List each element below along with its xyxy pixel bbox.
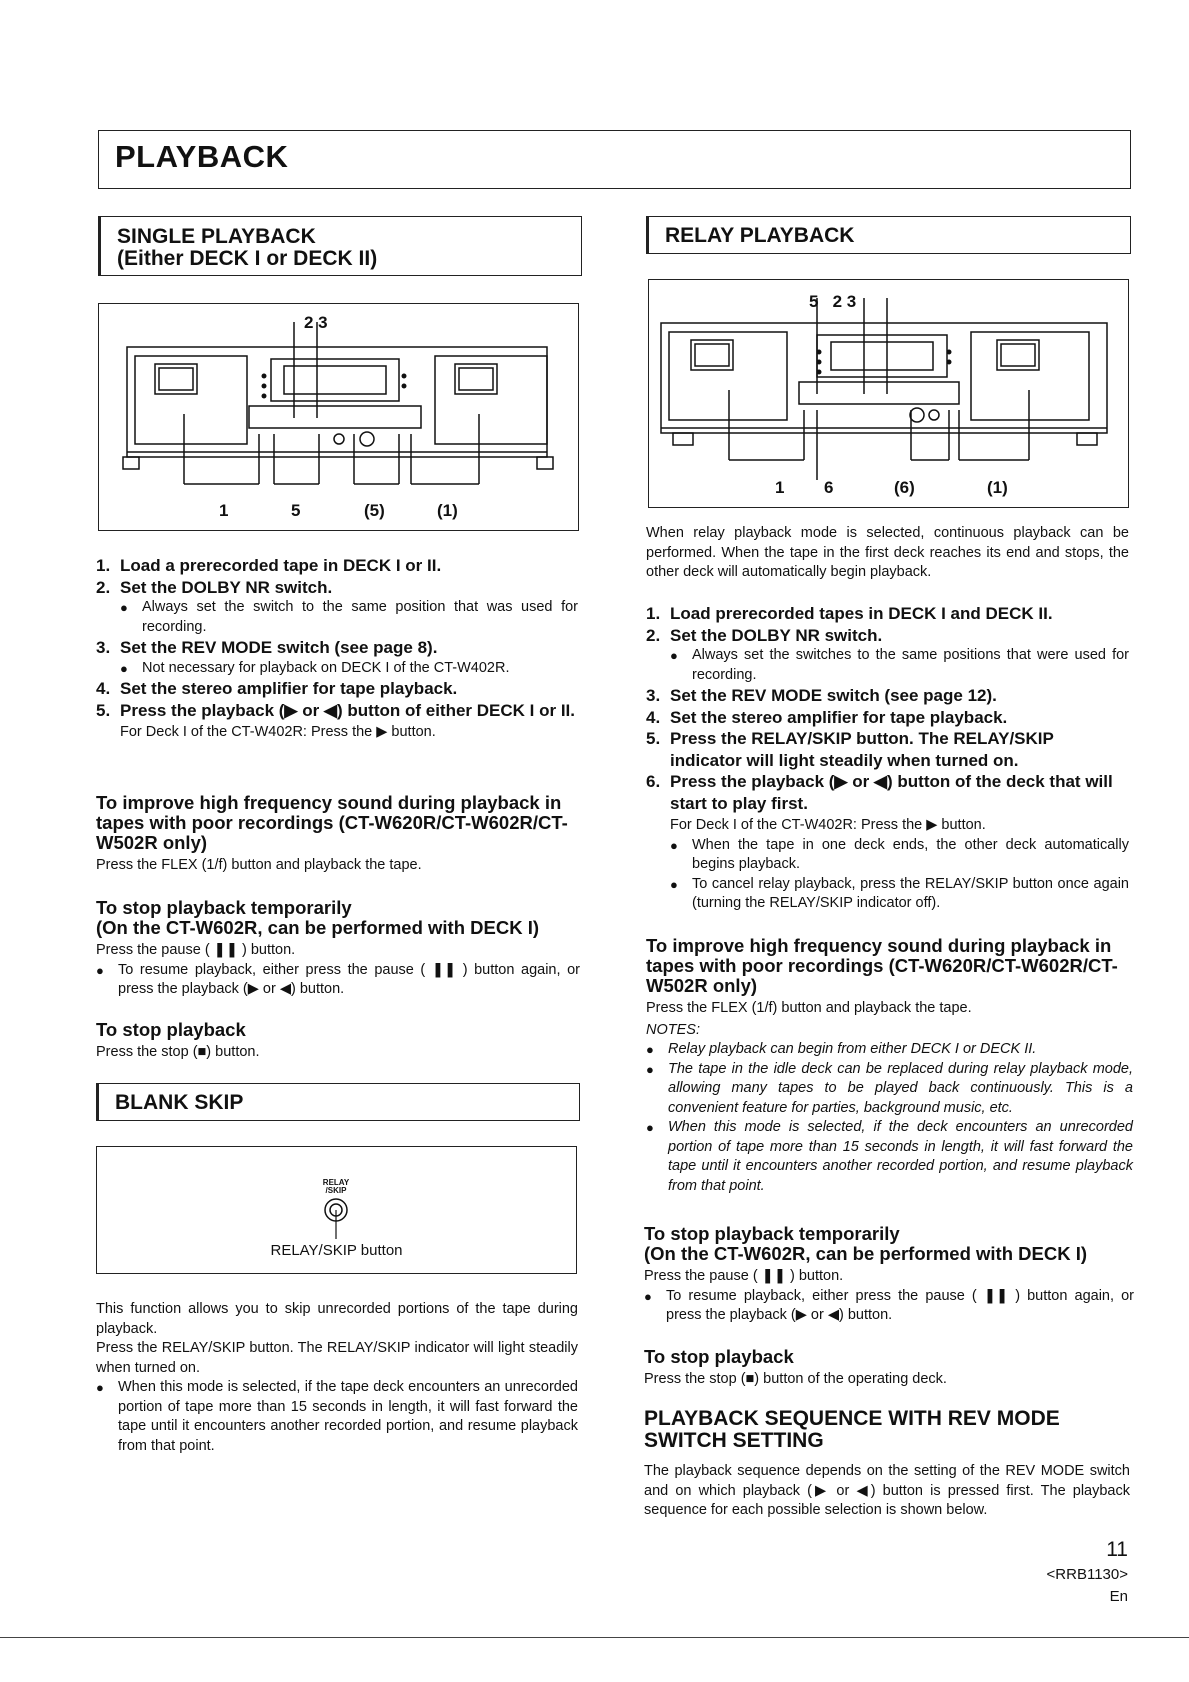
blank-skip-title: BLANK SKIP <box>115 1091 244 1114</box>
single-step-5: 5. Press the playback (▶ or ◀) button of either DECK I or II. <box>96 700 575 720</box>
single-pause-section <box>96 898 580 1000</box>
single-fig-label-2: 5 <box>291 501 301 520</box>
blank-text-2: Press the RELAY/SKIP button. The RELAY/SKIP indicator will light steadily when turned on. <box>96 1340 578 1376</box>
relay-step-3: 3. Set the REV MODE switch (see page 12). <box>646 686 997 705</box>
relay-stop-title: To stop playback <box>644 1346 794 1367</box>
single-pause-title-1: To stop playback temporarily <box>96 897 352 918</box>
single-stop-text: Press the stop (■) button. <box>96 1044 260 1060</box>
relay-stop-text: Press the stop (■) button of the operating deck. <box>644 1371 947 1387</box>
relay-intro <box>646 524 1129 583</box>
relay-flex-title: To improve high frequency sound during playback in tapes with poor recordings (CT-W620R/CT-W602R/CT-W502R only) <box>646 935 1118 996</box>
single-fig-top-label: 2 3 <box>304 313 328 332</box>
single-step-4: 4. Set the stereo amplifier for tape playback. <box>96 679 458 698</box>
single-deck-figure <box>98 303 579 531</box>
single-step-3: 3. Set the REV MODE switch (see page 8). <box>96 638 438 657</box>
relay-step-6: 6. Press the playback (▶ or ◀) button of the deck that will start to play first. <box>646 772 1113 813</box>
relay-fig-top-label: 5 2 3 <box>809 292 857 311</box>
relay-step-2: 2. Set the DOLBY NR switch. <box>646 625 883 645</box>
playback-sequence-body <box>644 1462 1130 1521</box>
relay-pause-section <box>644 1224 1134 1326</box>
relay-note-2: ● The tape in the idle deck can be replaced during relay playback mode, allowing many tapes to be played back continuously. This is a convenient feature for parties, background music, etc. <box>646 1060 1133 1116</box>
relay-step-1: 1. Load prerecorded tapes in DECK I and DECK II. <box>646 604 1053 623</box>
blank-skip-header <box>96 1083 580 1121</box>
relay-pause-text: Press the pause ( ❚❚ ) button. <box>644 1268 844 1284</box>
single-flex-section <box>96 793 580 876</box>
single-step-2: 2. Set the DOLBY NR switch. <box>96 577 333 597</box>
single-step-3-sub: ● Not necessary for playback on DECK I of the CT-W402R. <box>120 659 510 676</box>
relay-fig-label-2: 6 <box>824 478 834 497</box>
relay-note-1: ● Relay playback can begin from either DECK I or DECK II. <box>646 1041 1037 1057</box>
relay-pause-bullet: ● To resume playback, either press the pause ( ❚❚ ) button again, or press the playback (▶ or ◀) button. <box>644 1287 1134 1323</box>
blank-skip-text <box>96 1300 578 1456</box>
playback-sequence-text: The playback sequence depends on the setting of the REV MODE switch and on which playback (▶ or ◀) button is pressed first. The playback sequence for each possible selection is shown below. <box>644 1463 1130 1518</box>
single-pause-text: Press the pause ( ❚❚ ) button. <box>96 942 296 958</box>
relay-cassette-deck-illustration <box>649 280 1128 507</box>
relay-title: RELAY PLAYBACK <box>665 224 855 247</box>
language-code: En <box>1109 1588 1128 1605</box>
relay-step-2-sub: ● Always set the switches to the same positions that were used for recording. <box>670 647 1129 683</box>
single-fig-label-3: (5) <box>364 501 385 520</box>
relay-intro-text: When relay playback mode is selected, continuous playback can be performed. When the tape in the first deck reaches its end and stops, the other deck will automatically begin playback. <box>646 525 1129 580</box>
relay-stop-section <box>644 1347 1134 1390</box>
cassette-deck-illustration <box>99 304 578 530</box>
relay-step-6-note: For Deck I of the CT-W402R: Press the ▶ button. <box>670 817 986 833</box>
relay-label-bottom: /SKIP <box>325 1186 347 1195</box>
relay-deck-figure <box>648 279 1129 508</box>
single-step-1: 1. Load a prerecorded tape in DECK I or II. <box>96 556 442 575</box>
single-playback-header <box>98 216 582 276</box>
relay-pause-title-2: (On the CT-W602R, can be performed with DECK I) <box>644 1243 1088 1264</box>
doc-code: <RRB1130> <box>1046 1566 1128 1583</box>
single-stop-title: To stop playback <box>96 1019 246 1040</box>
relay-fig-label-1: 1 <box>775 478 785 497</box>
relay-step-6-sub-2: ● To cancel relay playback, press the RELAY/SKIP button once again (turning the RELAY/SKIP indicator off). <box>670 875 1129 911</box>
page-title: PLAYBACK <box>115 139 289 174</box>
relay-flex-section <box>646 936 1133 1196</box>
relay-playback-header <box>646 216 1131 254</box>
relay-step-4: 4. Set the stereo amplifier for tape playback. <box>646 707 1008 727</box>
playback-sequence-section <box>644 1408 1084 1452</box>
relay-label-top: RELAY <box>322 1178 350 1187</box>
relay-flex-text: Press the FLEX (1/f) button and playback the tape. <box>646 1000 972 1016</box>
relay-fig-label-4: (1) <box>987 478 1008 497</box>
blank-bullet: ● When this mode is selected, if the tape deck encounters an unrecorded portion of tape more than 15 seconds in length, it will fast forward the tape until it encounters another recorded portion, and resume playback from that point. <box>96 1379 578 1454</box>
page-title-box <box>98 130 1131 189</box>
relay-notes-label: NOTES: <box>646 1021 700 1038</box>
relay-fig-label-3: (6) <box>894 478 915 497</box>
relay-step-6-sub-1: ● When the tape in one deck ends, the other deck automatically begins playback. <box>670 836 1129 872</box>
single-step-2-sub: ● Always set the switch to the same position that was used for recording. <box>120 599 578 635</box>
single-pause-title-2: (On the CT-W602R, can be performed with DECK I) <box>96 917 540 938</box>
single-step-5-note: For Deck I of the CT-W402R: Press the ▶ button. <box>120 724 436 740</box>
relay-steps <box>646 603 1129 914</box>
relay-note-3: ● When this mode is selected, if the deck encounters an unrecorded portion of tape more than 15 seconds in length, it will fast forward the tape until it encounters another recorded portion, and resume playback from that point. <box>646 1119 1133 1194</box>
single-fig-label-4: (1) <box>437 501 458 520</box>
single-title-2: (Either DECK I or DECK II) <box>117 247 378 270</box>
footer-rule <box>0 1637 1189 1638</box>
page-number: 11 <box>1106 1538 1128 1561</box>
blank-skip-figure <box>96 1146 577 1274</box>
relay-skip-caption: RELAY/SKIP button <box>270 1242 403 1259</box>
single-fig-label-1: 1 <box>219 501 229 520</box>
single-flex-text: Press the FLEX (1/f) button and playback the tape. <box>96 857 422 873</box>
single-stop-section <box>96 1020 580 1063</box>
single-pause-bullet: ● To resume playback, either press the pause ( ❚❚ ) button again, or press the playback (▶ or ◀) button. <box>96 961 580 997</box>
relay-pause-title-1: To stop playback temporarily <box>644 1223 900 1244</box>
single-flex-title: To improve high frequency sound during playback in tapes with poor recordings (CT-W620R/CT-W602R/CT-W502R only) <box>96 792 568 853</box>
relay-step-5: 5. Press the RELAY/SKIP button. The RELAY/SKIP indicator will light steadily when turned on. <box>646 729 1054 770</box>
blank-text-1: This function allows you to skip unrecorded portions of the tape during playback. <box>96 1301 578 1337</box>
playback-sequence-title: PLAYBACK SEQUENCE WITH REV MODE SWITCH SETTING <box>644 1407 1060 1452</box>
single-title-1: SINGLE PLAYBACK <box>117 225 316 248</box>
single-steps <box>96 555 578 743</box>
